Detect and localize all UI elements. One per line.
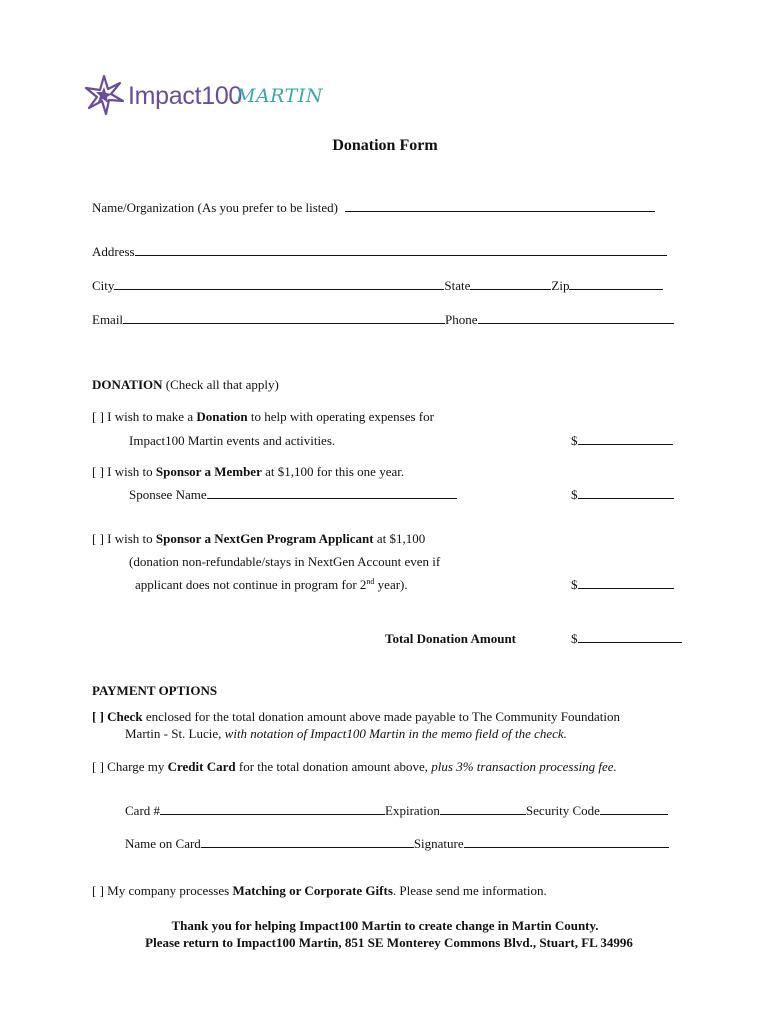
state-input-line[interactable]	[470, 279, 551, 290]
donation-heading: DONATION (Check all that apply)	[92, 377, 279, 392]
email-input-line[interactable]	[123, 313, 445, 324]
footer-return-address: Please return to Impact100 Martin, 851 SE Monterey Commons Blvd., Stuart, FL 34996	[145, 935, 633, 950]
zip-input-line[interactable]	[569, 279, 663, 290]
sponsee-label: Sponsee Name	[129, 487, 207, 502]
email-label: Email	[92, 312, 124, 327]
footer-thanks: Thank you for helping Impact100 Martin to create change in Martin County.	[171, 918, 599, 933]
donation-option-3-line2: (donation non-refundable/stays in NextGen Account even if	[129, 554, 441, 569]
security-input-line[interactable]	[600, 804, 668, 815]
logo-place: MARTIN	[236, 85, 323, 107]
star-logo-icon	[82, 73, 126, 117]
name-label: Name/Organization (As you prefer to be listed)	[92, 200, 338, 215]
donation-option-1-line2: Impact100 Martin events and activities.	[129, 433, 336, 448]
payment-credit-option[interactable]: [ ] Charge my Credit Card for the total donation amount above, plus 3% transaction processing fee.	[92, 759, 617, 774]
total-label: Total Donation Amount	[385, 631, 516, 646]
checkbox[interactable]: [ ]	[92, 531, 104, 546]
city-label: City	[92, 278, 115, 293]
donation-option-3[interactable]: [ ] I wish to Sponsor a NextGen Program Applicant at $1,100	[92, 531, 426, 546]
expiration-label: Expiration	[385, 803, 440, 818]
card-input-line[interactable]	[160, 804, 385, 815]
phone-input-line[interactable]	[478, 313, 674, 324]
address-label: Address	[92, 244, 135, 259]
phone-label: Phone	[445, 312, 478, 327]
matching-gifts-option[interactable]: [ ] My company processes Matching or Corporate Gifts. Please send me information.	[92, 883, 547, 898]
payment-check-option[interactable]: [ ] Check enclosed for the total donation amount above made payable to The Community Foundation	[92, 709, 620, 724]
signature-input-line[interactable]	[464, 837, 669, 848]
donation-option-1-amount[interactable]: $	[571, 434, 673, 447]
card-details-row[interactable]	[125, 804, 668, 817]
expiration-input-line[interactable]	[440, 804, 526, 815]
sponsee-name-row[interactable]	[129, 488, 457, 501]
donation-option-2[interactable]: [ ] I wish to Sponsor a Member at $1,100 for this one year.	[92, 464, 405, 479]
name-signature-row[interactable]	[125, 837, 669, 850]
donation-option-3-line3: applicant does not continue in program for 2nd year).	[135, 577, 408, 592]
checkbox[interactable]: [ ]	[92, 709, 104, 724]
address-input-line[interactable]	[135, 245, 667, 256]
city-input-line[interactable]	[114, 279, 444, 290]
checkbox[interactable]: [ ]	[92, 409, 104, 424]
page-title: Donation Form	[332, 137, 438, 154]
city-state-zip-row[interactable]	[92, 279, 663, 292]
name-input-line[interactable]	[345, 201, 655, 212]
sponsee-input-line[interactable]	[207, 488, 457, 499]
payment-heading: PAYMENT OPTIONS	[92, 683, 218, 698]
checkbox[interactable]: [ ]	[92, 464, 104, 479]
checkbox[interactable]: [ ]	[92, 883, 104, 898]
zip-label: Zip	[551, 278, 570, 293]
address-field-row[interactable]	[92, 245, 667, 258]
security-label: Security Code	[525, 803, 600, 818]
name-field-row[interactable]	[92, 201, 655, 214]
logo-wordmark: Impact100	[128, 82, 243, 110]
total-amount[interactable]: $	[571, 632, 682, 645]
checkbox[interactable]: [ ]	[92, 759, 104, 774]
state-label: State	[444, 278, 471, 293]
card-label: Card #	[125, 803, 161, 818]
email-phone-row[interactable]	[92, 313, 674, 326]
donation-option-1[interactable]: [ ] I wish to make a Donation to help with operating expenses for	[92, 409, 434, 424]
donation-option-3-amount[interactable]: $	[571, 578, 674, 591]
name-on-card-label: Name on Card	[125, 836, 201, 851]
donation-option-2-amount[interactable]: $	[571, 488, 674, 501]
payment-check-line2: Martin - St. Lucie, with notation of Impact100 Martin in the memo field of the check.	[125, 726, 567, 741]
name-on-card-input-line[interactable]	[201, 837, 414, 848]
signature-label: Signature	[413, 836, 464, 851]
